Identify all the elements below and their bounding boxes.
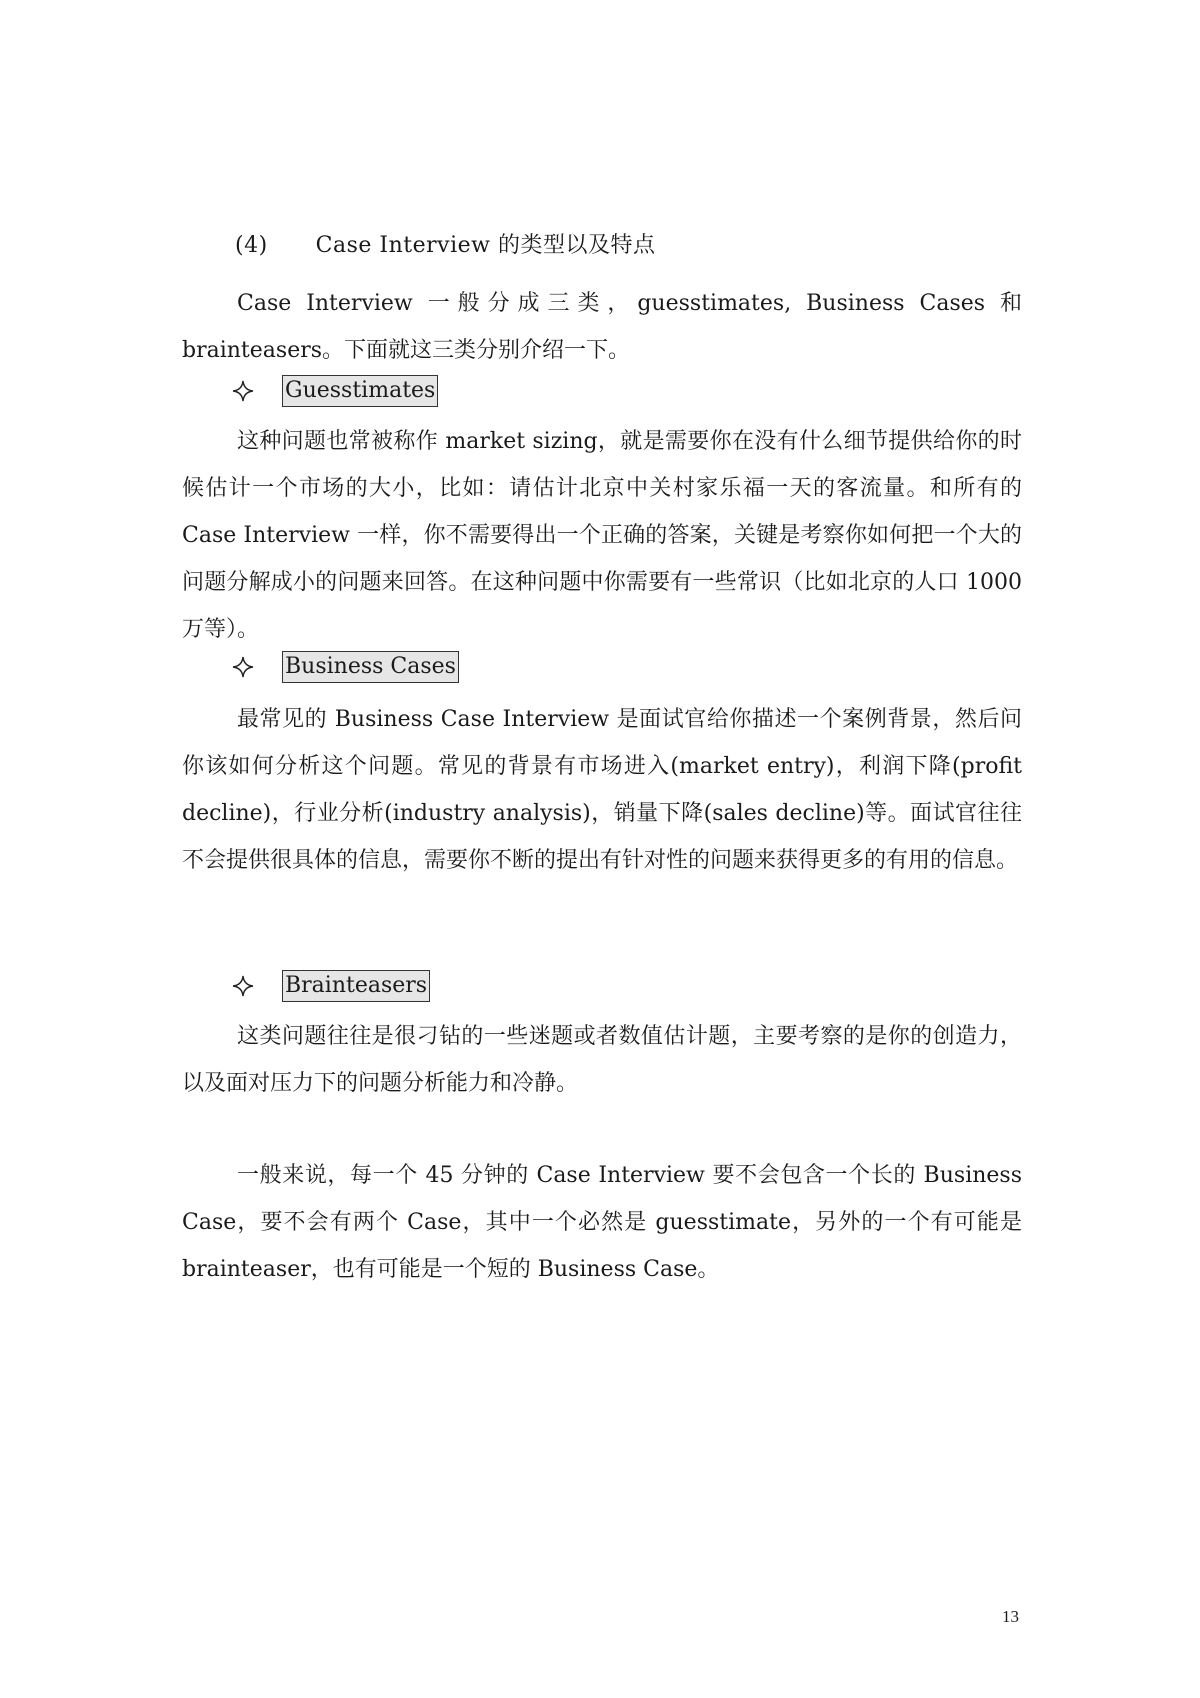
section-label: Guesstimates [282,375,438,407]
page-number: 13 [1002,1607,1019,1626]
brainteasers-paragraph: 这类问题往往是很刁钻的一些迷题或者数值估计题，主要考察的是你的创造力，以及面对压力下的问题分析能力和冷静。 [182,1024,1022,1096]
section-heading [235,228,655,259]
star-bullet-icon [232,656,254,678]
star-bullet-icon [232,975,254,997]
bullet-brainteasers [232,969,430,1003]
bullet-guesstimates [232,374,438,408]
guesstimates-paragraph: 这种问题也常被称作 market sizing，就是需要你在没有什么细节提供给你的时候估计一个市场的大小，比如：请估计北京中关村家乐福一天的客流量。和所有的 Case Interview 一样，你不需要得出一个正确的答案，关键是考察你如何把一个大的问题分解成小的问题来回答。在这种问题中你需要有一些常识（比如北京的人口 1000 万等）。 [182,429,1022,642]
section-label: Business Cases [282,651,459,683]
section-title: Case Interview 的类型以及特点 [315,233,656,258]
bullet-business-cases [232,650,459,684]
section-label: Brainteasers [282,970,430,1002]
conclusion-paragraph: 一般来说，每一个 45 分钟的 Case Interview 要不会包含一个长的 Business Case，要不会有两个 Case，其中一个必然是 guesstimate，另外的一个有可能是 brainteaser，也有可能是一个短的 Business Case。 [182,1163,1022,1282]
section-number: (4) [235,233,268,258]
intro-paragraph: Case Interview 一般分成三类，guesstimates, Business Cases 和 brainteasers。下面就这三类分别介绍一下。 [182,291,1022,363]
star-bullet-icon [232,380,254,402]
business-cases-paragraph: 最常见的 Business Case Interview 是面试官给你描述一个案例背景，然后问你该如何分析这个问题。常见的背景有市场进入(market entry)，利润下降(profit decline)，行业分析(industry analysis)，销量下降(sales decline)等。面试官往往不会提供很具体的信息，需要你不断的提出有针对性的问题来获得更多的有用的信息。 [182,707,1022,873]
